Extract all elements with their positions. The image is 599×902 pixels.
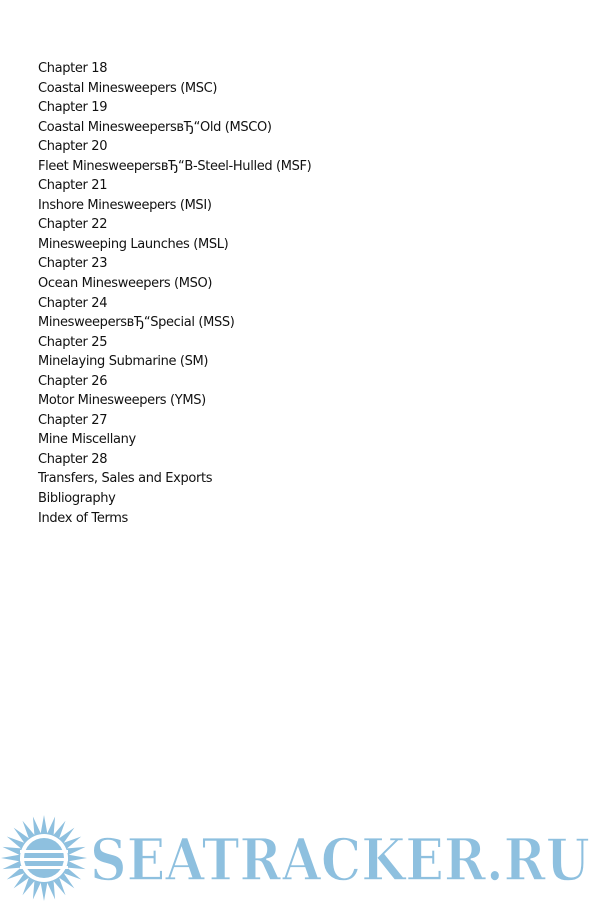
toc-entry: Chapter 27 bbox=[38, 412, 108, 428]
toc-entry: Minesweeping Launches (MSL) bbox=[38, 236, 229, 252]
toc-entry: Chapter 26 bbox=[38, 373, 108, 389]
seatracker-watermark bbox=[0, 812, 599, 902]
table-of-contents bbox=[38, 59, 311, 528]
toc-entry: Inshore Minesweepers (MSI) bbox=[38, 197, 212, 213]
toc-entry: Chapter 18 bbox=[38, 61, 108, 76]
toc-entry: Mine Miscellany bbox=[38, 432, 136, 448]
toc-entry: Coastal MinesweepersвЂ“Old (MSCO) bbox=[38, 119, 272, 135]
toc-entry: Chapter 24 bbox=[38, 295, 108, 311]
toc-entry: Chapter 22 bbox=[38, 217, 108, 233]
toc-entry: MinesweepersвЂ“Special (MSS) bbox=[38, 315, 235, 331]
toc-entry: Chapter 20 bbox=[38, 139, 108, 155]
toc-entry: Bibliography bbox=[38, 491, 116, 507]
toc-entry: Fleet MinesweepersвЂ“B-Steel-Hulled (MSF) bbox=[38, 158, 312, 174]
toc-entry: Chapter 21 bbox=[38, 178, 108, 194]
toc-entry: Chapter 23 bbox=[38, 256, 108, 272]
toc-entry: Ocean Minesweepers (MSO) bbox=[38, 276, 213, 292]
toc-entry: Chapter 25 bbox=[38, 334, 108, 350]
toc-entry: Chapter 19 bbox=[38, 100, 108, 116]
sun-logo-icon bbox=[1, 815, 87, 901]
toc-entry: Transfers, Sales and Exports bbox=[38, 471, 213, 487]
toc-entry: Chapter 28 bbox=[38, 451, 108, 467]
toc-entry: Minelaying Submarine (SM) bbox=[38, 354, 209, 370]
toc-entry: Coastal Minesweepers (MSC) bbox=[38, 80, 218, 96]
watermark-text: SEATRACKER.RU bbox=[90, 826, 590, 894]
toc-entry: Motor Minesweepers (YMS) bbox=[38, 393, 206, 409]
toc-entry: Index of Terms bbox=[38, 510, 128, 526]
